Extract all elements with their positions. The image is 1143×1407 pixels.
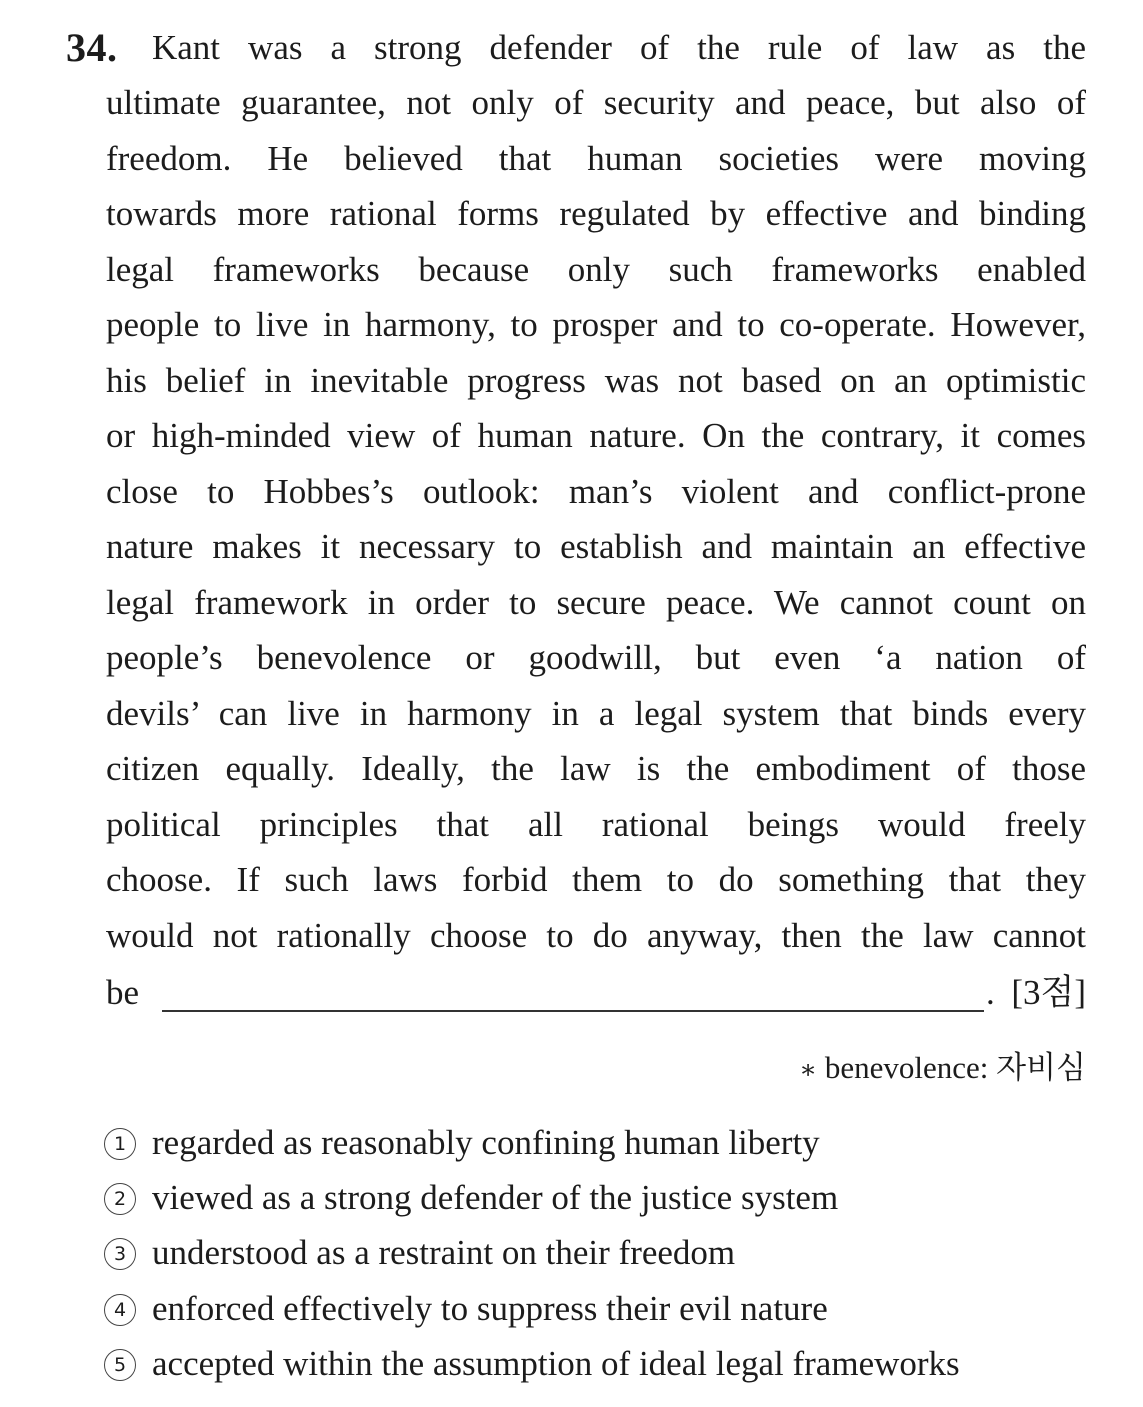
option-text: regarded as reasonably confining human liberty [152, 1123, 820, 1162]
passage-line: citizen equally. Ideally, the law is the embodiment of those [106, 749, 1086, 788]
blank-prefix: be [106, 973, 140, 1012]
passage-line: his belief in inevitable progress was not based on an optimistic [106, 361, 1086, 400]
points-label: [3점] [1011, 973, 1086, 1012]
option-text: viewed as a strong defender of the justice system [152, 1178, 839, 1217]
answer-option-3[interactable] [104, 1230, 735, 1276]
passage-line: political principles that all rational beings would freely [106, 805, 1086, 844]
answer-blank [162, 1010, 984, 1012]
passage-line: close to Hobbes’s outlook: man’s violent and conflict-prone [106, 472, 1086, 511]
answer-option-5[interactable] [104, 1341, 960, 1387]
passage-line: or high-minded view of human nature. On the contrary, it comes [106, 416, 1086, 455]
circled-number-icon: 4 [104, 1294, 136, 1326]
passage-line: would not rationally choose to do anyway, then the law cannot [106, 916, 1086, 955]
option-text: accepted within the assumption of ideal legal frameworks [152, 1344, 960, 1383]
option-text: enforced effectively to suppress their evil nature [152, 1289, 828, 1328]
passage-line: legal frameworks because only such frameworks enabled [106, 250, 1086, 289]
circled-number-icon: 5 [104, 1349, 136, 1381]
blank-suffix: . [986, 973, 995, 1012]
passage-line: legal framework in order to secure peace. We cannot count on [106, 583, 1086, 622]
passage-line: Kant was a strong defender of the rule of law as the [152, 28, 1086, 67]
passage-line: towards more rational forms regulated by effective and binding [106, 194, 1086, 233]
circled-number-icon: 3 [104, 1238, 136, 1270]
passage-line: devils’ can live in harmony in a legal system that binds every [106, 694, 1086, 733]
blank-line [106, 970, 1086, 1016]
footnote [799, 1046, 1086, 1092]
passage-line: people’s benevolence or goodwill, but even ‘a nation of [106, 638, 1086, 677]
passage-line: people to live in harmony, to prosper and to co-operate. However, [106, 305, 1086, 344]
question-number: 34. [66, 25, 118, 70]
answer-option-4[interactable] [104, 1286, 828, 1332]
passage-line: ultimate guarantee, not only of security and peace, but also of [106, 83, 1086, 122]
answer-option-2[interactable] [104, 1175, 838, 1221]
circled-number-icon: 2 [104, 1183, 136, 1215]
passage-line: freedom. He believed that human societies were moving [106, 139, 1086, 178]
asterisk-icon: ∗ [799, 1055, 817, 1084]
passage-line: nature makes it necessary to establish and maintain an effective [106, 527, 1086, 566]
passage-line: choose. If such laws forbid them to do something that they [106, 860, 1086, 899]
option-text: understood as a restraint on their freedom [152, 1233, 736, 1272]
circled-number-icon: 1 [104, 1128, 136, 1160]
answer-option-1[interactable] [104, 1120, 820, 1166]
footnote-text: benevolence: 자비심 [824, 1050, 1086, 1085]
